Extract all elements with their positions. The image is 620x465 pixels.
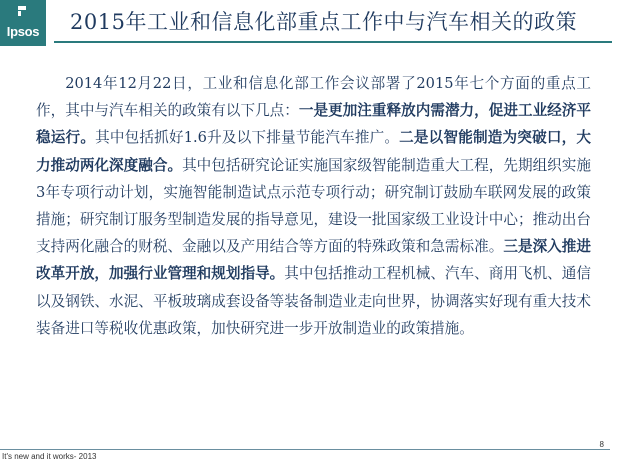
paragraph-run: 其中包括抓好1.6升及以下排量节能汽车推广。	[95, 129, 400, 147]
title-divider	[54, 41, 612, 43]
paragraph-run: 其中包括推动工程机械、汽车、商用飞机、通信以及钢铁、水泥、平板玻璃成套设备等装备制造业走向世界，协调落实好现有重大技术装备进口等税收优惠政策，加快研究进一步开放制造业的政策措施。	[36, 265, 591, 337]
paragraph-run: 其中包括研究论证实施国家级智能制造重大工程，先期组织实施3年专项行动计划，实施智能制造试点示范专项行动；研究制订鼓励车联网发展的政策措施；研究制订服务型制造发展的指导意见，建设一批国家级工业设计中心；推动出台支持两化融合的财税、金融以及产用结合等方面的特殊政策和急需标准。	[36, 156, 591, 256]
logo-text: Ipsos	[6, 24, 40, 39]
paragraph-run: 2014年12月22日，工业和信息化部工作会议部署了2015年七个方面的重点工作，其中与汽车相关的政策有以下几点：	[36, 75, 591, 120]
ipsos-logo	[0, 0, 46, 46]
slide-title: 2015年工业和信息化部重点工作中与汽车相关的政策	[70, 10, 577, 34]
logo-mark-icon	[18, 6, 26, 16]
paragraph-run-bold: 二是以智能制造为突破口，大力推动两化深度融合。	[36, 129, 591, 174]
paragraph-run-bold: 三是深入推进改革开放，加强行业管理和规划指导。	[36, 238, 591, 283]
paragraph-run-bold: 一是更加注重释放内需潜力，促进工业经济平稳运行。	[36, 102, 591, 147]
footer-divider	[0, 449, 610, 450]
page-number: 8	[599, 440, 604, 449]
footer-note: It's new and it works- 2013	[2, 452, 97, 461]
body-paragraph	[36, 70, 591, 342]
